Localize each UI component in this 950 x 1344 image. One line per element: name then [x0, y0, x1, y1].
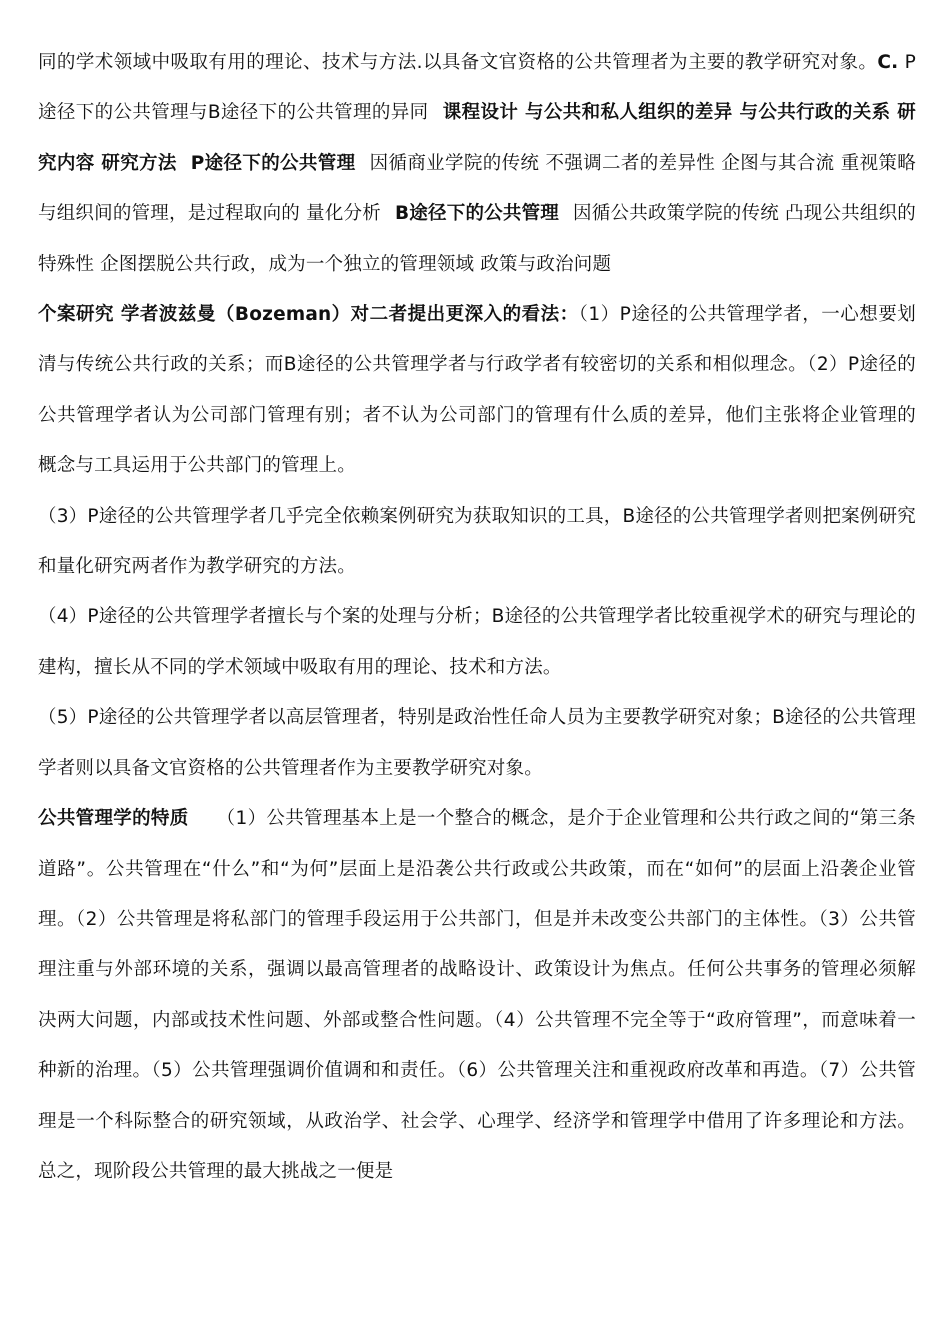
paragraph-text: （1）P途径的公共管理学者，一心想要划清与传统公共行政的关系；而B途径的公共管理学者与行政学者有较密切的关系和相似理念。（2）P途径的公共管理学者认为公司部门管理有别；者不认为公司部门的管理有什么质的差异，他们主张将企业管理的概念与工具运用于公共部门的管理上。 [38, 304, 916, 477]
paragraph-point-4 [38, 592, 916, 693]
section-heading: P途径下的公共管理与B途径下的公共管理的异同 [38, 52, 916, 124]
paragraph-point-5 [38, 693, 916, 794]
case-study-heading: 个案研究 学者波兹曼（Bozeman）对二者提出更深入的看法： [38, 304, 579, 326]
paragraph-characteristics [38, 794, 916, 1197]
comparison-dimensions: 课程设计 与公共和私人组织的差异 与公共行政的关系 研究内容 研究方法 [38, 102, 916, 174]
b-approach-text: 因循公共政策学院的传统 凸现公共组织的特殊性 企图摆脱公共行政，成为一个独立的管理领域 政策与政治问题 [38, 203, 917, 275]
characteristics-heading: 公共管理学的特质 [38, 808, 189, 830]
paragraph-text: （3）P途径的公共管理学者几乎完全依赖案例研究为获取知识的工具，B途径的公共管理学者则把案例研究和量化研究两者作为教学研究的方法。 [38, 505, 916, 578]
paragraph-case-study [38, 290, 916, 492]
paragraph-text: 同的学术领域中吸取有用的理论、技术与方法.以具备文官资格的公共管理者为主要的教学研究对象。 [38, 52, 878, 73]
document-page [38, 38, 916, 1197]
p-approach-text: 因循商业学院的传统 不强调二者的差异性 企图与其合流 重视策略与组织间的管理，是过程取向的 量化分析 [38, 152, 916, 225]
paragraph-text: （5）P途径的公共管理学者以高层管理者，特别是政治性任命人员为主要教学研究对象；B途径的公共管理学者则以具备文官资格的公共管理者作为主要教学研究对象。 [38, 707, 916, 779]
b-approach-label: B途径下的公共管理 [394, 203, 560, 225]
section-marker-c: C. [877, 52, 899, 73]
paragraph-comparison [38, 38, 916, 290]
paragraph-text: （4）P途径的公共管理学者擅长与个案的处理与分析；B途径的公共管理学者比较重视学术的研究与理论的建构，擅长从不同的学术领域中吸取有用的理论、技术和方法。 [38, 606, 916, 678]
paragraph-text: （1）公共管理基本上是一个整合的概念，是介于企业管理和公共行政之间的“第三条道路”。公共管理在“什么”和“为何”层面上是沿袭公共行政或公共政策，而在“如何”的层面上沿袭企业管理。（2）公共管理是将私部门的管理手段运用于公共部门，但是并未改变公共部门的主体性。（3）公共管理注重与外部环境的关系，强调以最高管理者的战略设计、政策设计为焦点。任何公共事务的管理必须解决两大问题，内部或技术性问题、外部或整合性问题。（4）公共管理不完全等于“政府管理”，而意味着一种新的治理。（5）公共管理强调价值调和和责任。（6）公共管理关注和重视政府改革和再造。（7）公共管理是一个科际整合的研究领域，从政治学、社会学、心理学、经济学和管理学中借用了许多理论和方法。 总之，现阶段公共管理的最大挑战之一便是 [38, 808, 916, 1182]
paragraph-point-3 [38, 492, 916, 593]
p-approach-label: P途径下的公共管理 [190, 152, 356, 174]
